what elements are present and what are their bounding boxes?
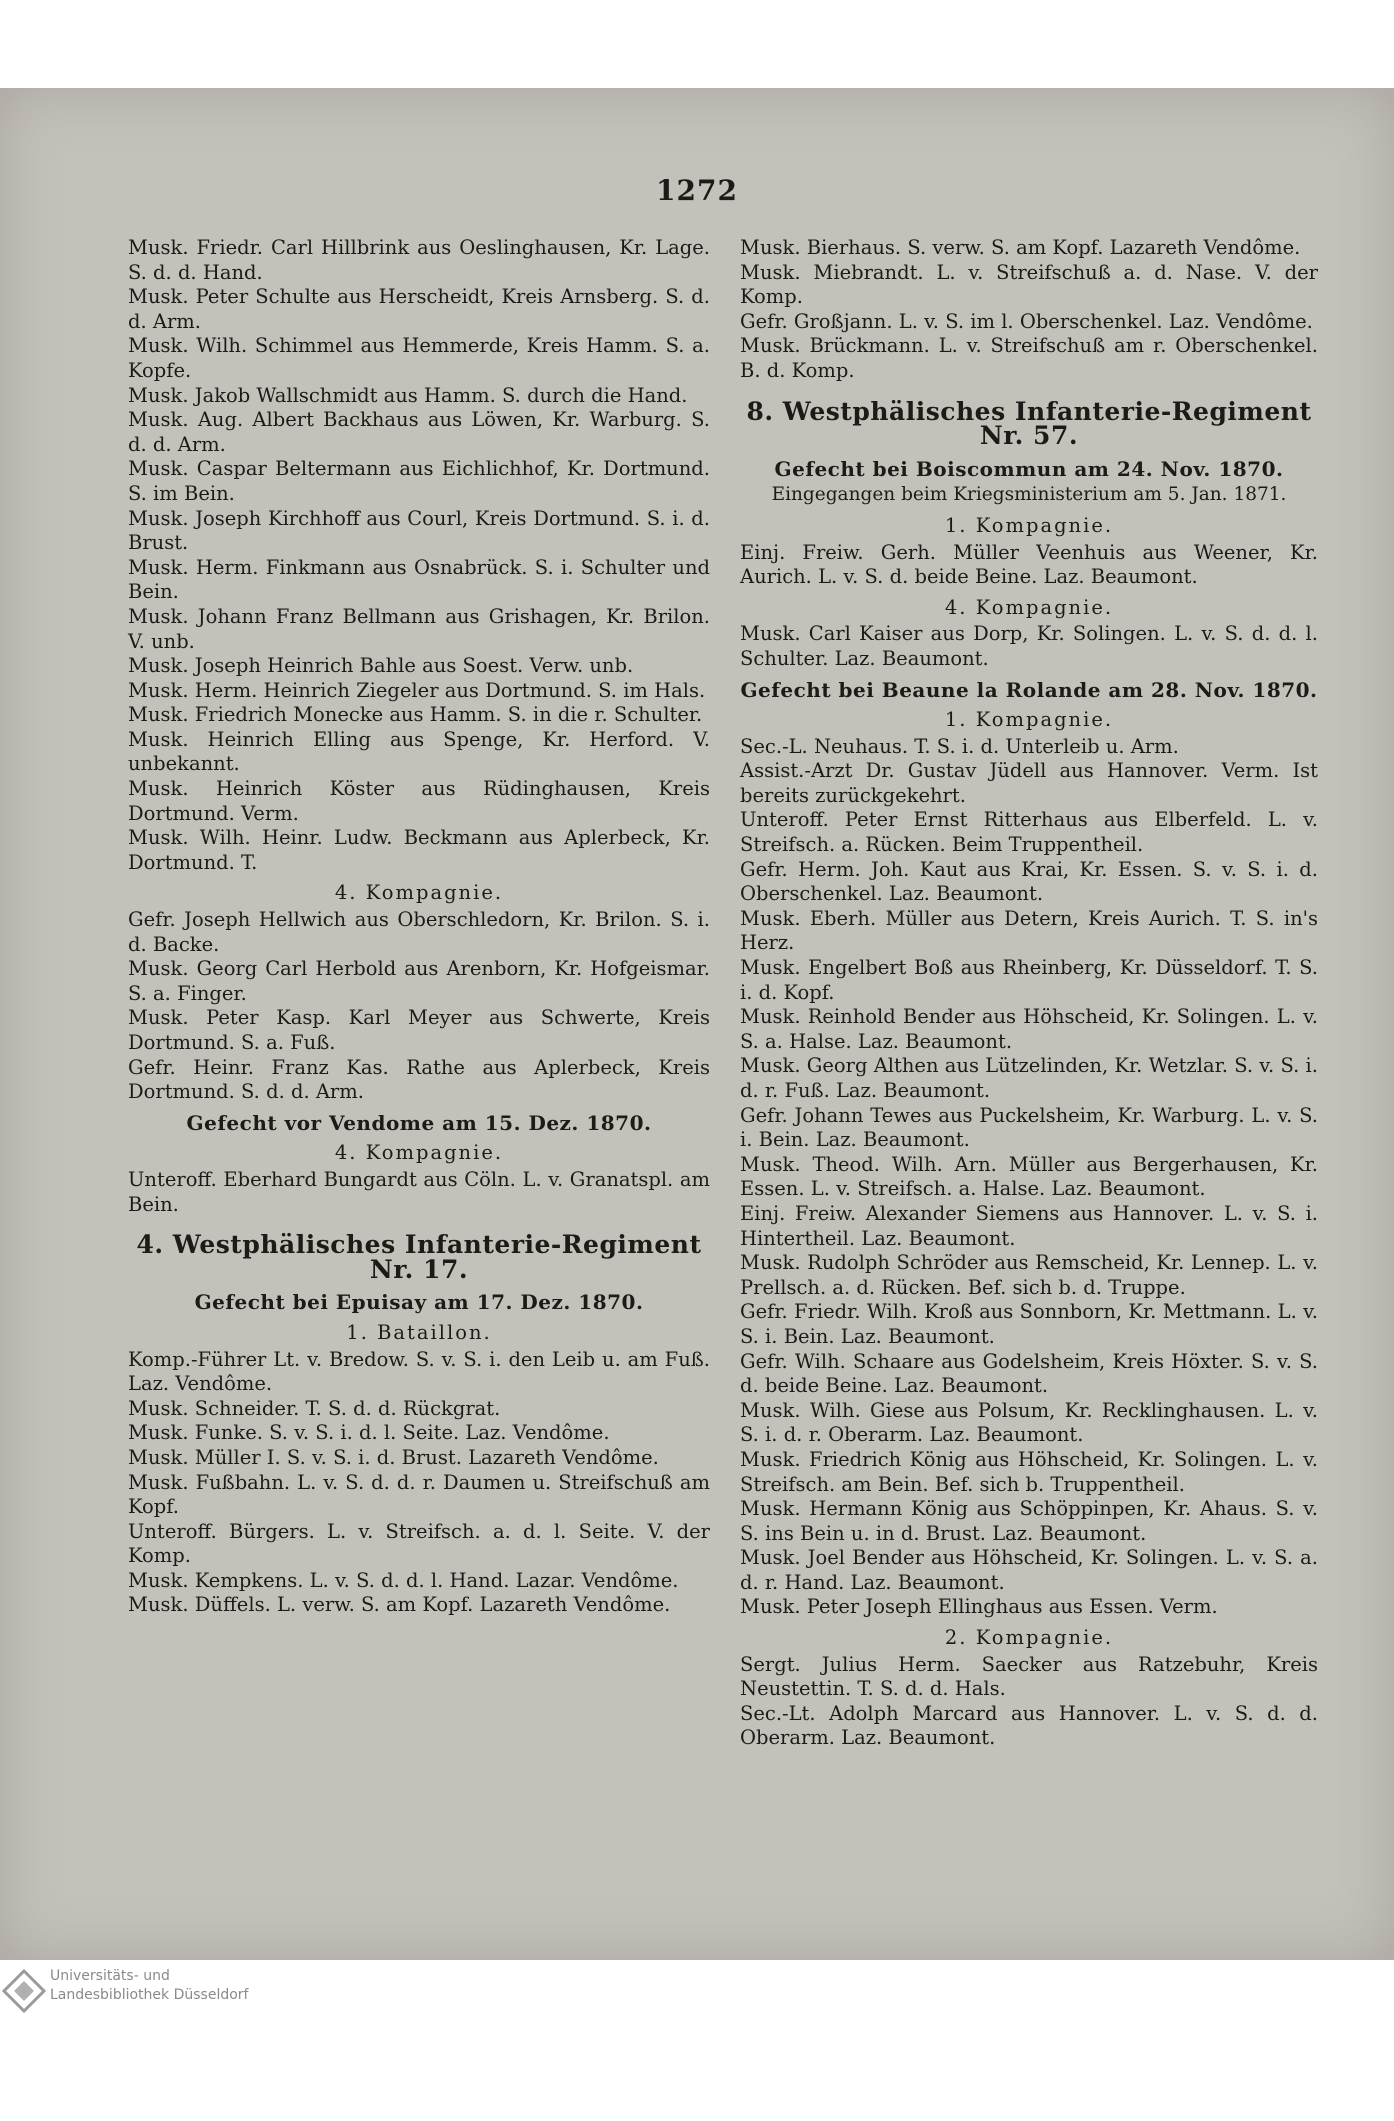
casualty-entry: Gefr. Großjann. L. v. S. im l. Oberschenkel. Laz. Vendôme. xyxy=(740,309,1313,333)
casualty-entry: Musk. Caspar Beltermann aus Eichlichhof, Kr. Dortmund. S. im Bein. xyxy=(128,457,710,505)
casualty-entry: Musk. Friedrich Monecke aus Hamm. S. in die r. Schulter. xyxy=(128,703,703,727)
casualty-entry: Musk. Joseph Heinrich Bahle aus Soest. Verw. unb. xyxy=(128,654,634,678)
casualty-entry: Musk. Fußbahn. L. v. S. d. d. r. Daumen u. Streifschuß am Kopf. xyxy=(128,1470,710,1519)
library-name-line1: Universitäts- und xyxy=(50,1968,170,1984)
casualty-entry: Musk. Herm. Finkmann aus Osnabrück. S. i. Schulter und Bein. xyxy=(128,555,710,604)
casualty-entry: Musk. Carl Kaiser aus Dorp, Kr. Solingen. L. v. S. d. d. l. Schulter. Laz. Beaumont. xyxy=(740,622,1318,670)
company-heading: 4. Kompagnie. xyxy=(944,595,1114,619)
casualty-entry: Musk. Rudolph Schröder aus Remscheid, Kr. Lennep. L. v. Prellsch. a. d. Rücken. Bef. sich b. d. Truppe. xyxy=(740,1251,1318,1299)
company-heading: 2. Kompagnie. xyxy=(944,1626,1114,1650)
casualty-entry: Musk. Johann Franz Bellmann aus Grishagen, Kr. Brilon. V. unb. xyxy=(128,604,710,653)
casualty-entry: Komp.-Führer Lt. v. Bredow. S. v. S. i. den Leib u. am Fuß. Laz. Vendôme. xyxy=(128,1347,710,1396)
casualty-entry: Musk. Georg Althen aus Lützelinden, Kr. Wetzlar. S. v. S. i. d. r. Fuß. Laz. Beaumont. xyxy=(740,1054,1318,1102)
ulb-diamond-logo-icon xyxy=(2,1969,46,2013)
casualty-entry: Musk. Theod. Wilh. Arn. Müller aus Bergerhausen, Kr. Essen. L. v. Streifsch. a. Halse. Laz. Beaumont. xyxy=(740,1152,1318,1201)
company-heading: 1. Kompagnie. xyxy=(944,708,1114,732)
page-number: 1272 xyxy=(656,174,738,207)
casualty-entry: Musk. Hermann König aus Schöppinpen, Kr. Ahaus. S. v. S. ins Bein u. in d. Brust. Laz. Beaumont. xyxy=(740,1497,1318,1545)
casualty-entry: Assist.-Arzt Dr. Gustav Jüdell aus Hannover. Verm. Ist bereits zurückgekehrt. xyxy=(740,759,1318,807)
casualty-entry: Musk. Peter Schulte aus Herscheidt, Kreis Arnsberg. S. d. d. Arm. xyxy=(128,285,710,333)
casualty-entry: Musk. Peter Kasp. Karl Meyer aus Schwerte, Kreis Dortmund. S. a. Fuß. xyxy=(128,1006,710,1054)
casualty-entry: Musk. Aug. Albert Backhaus aus Löwen, Kr. Warburg. S. d. d. Arm. xyxy=(128,408,710,456)
company-heading: 4. Kompagnie. xyxy=(334,1141,504,1165)
casualty-entry: Musk. Joseph Kirchhoff aus Courl, Kreis Dortmund. S. i. d. Brust. xyxy=(128,506,710,555)
casualty-entry: Sec.-L. Neuhaus. T. S. i. d. Unterleib u. Arm. xyxy=(740,734,1179,758)
casualty-entry: Musk. Wilh. Schimmel aus Hemmerde, Kreis Hamm. S. a. Kopfe. xyxy=(128,334,710,382)
casualty-entry: Gefr. Herm. Joh. Kaut aus Krai, Kr. Essen. S. v. S. i. d. Oberschenkel. Laz. Beaumont. xyxy=(740,857,1318,906)
company-heading: 1. Bataillon. xyxy=(346,1320,492,1344)
casualty-entry: Musk. Engelbert Boß aus Rheinberg, Kr. Düsseldorf. T. S. i. d. Kopf. xyxy=(740,956,1318,1004)
casualty-entry: Musk. Miebrandt. L. v. Streifschuß a. d. Nase. V. der Komp. xyxy=(740,260,1318,309)
casualty-entry: Musk. Joel Bender aus Höhscheid, Kr. Solingen. L. v. S. a. d. r. Hand. Laz. Beaumont. xyxy=(740,1546,1318,1594)
casualty-entry: Musk. Herm. Heinrich Ziegeler aus Dortmund. S. im Hals. xyxy=(128,678,706,702)
casualty-entry: Musk. Heinrich Köster aus Rüdinghausen, Kreis Dortmund. Verm. xyxy=(128,777,710,825)
casualty-entry: Musk. Friedrich König aus Höhscheid, Kr. Solingen. L. v. Streifsch. am Bein. Bef. sich b. Truppentheil. xyxy=(740,1447,1318,1496)
right-column xyxy=(740,236,1318,1751)
casualty-entry: Musk. Brückmann. L. v. Streifschuß am r. Oberschenkel. B. d. Komp. xyxy=(740,334,1318,382)
regiment-heading: 4. Westphälisches Infanterie-Regiment Nr. 17. xyxy=(136,1230,702,1284)
casualty-entry: Musk. Jakob Wallschmidt aus Hamm. S. durch die Hand. xyxy=(128,383,688,407)
casualty-entry: Unteroff. Bürgers. L. v. Streifsch. a. d. l. Seite. V. der Komp. xyxy=(128,1519,710,1568)
casualty-entry: Sec.-Lt. Adolph Marcard aus Hannover. L. v. S. d. d. Oberarm. Laz. Beaumont. xyxy=(740,1701,1318,1750)
casualty-entry: Musk. Schneider. T. S. d. d. Rückgrat. xyxy=(128,1396,501,1420)
casualty-entry: Musk. Peter Joseph Ellinghaus aus Essen. Verm. xyxy=(740,1595,1218,1619)
casualty-entry: Gefr. Wilh. Schaare aus Godelsheim, Kreis Höxter. S. v. S. d. beide Beine. Laz. Beaumont. xyxy=(740,1349,1318,1398)
battle-heading: Gefecht bei Boiscommun am 24. Nov. 1870. xyxy=(774,456,1284,481)
casualty-entry: Musk. Bierhaus. S. verw. S. am Kopf. Lazareth Vendôme. xyxy=(740,236,1301,259)
regiment-heading: 8. Westphälisches Infanterie-Regiment Nr. 57. xyxy=(746,396,1312,451)
casualty-entry: Gefr. Friedr. Wilh. Kroß aus Sonnborn, Kr. Mettmann. L. v. S. i. Bein. Laz. Beaumont. xyxy=(740,1300,1318,1348)
casualty-entry: Unteroff. Peter Ernst Ritterhaus aus Elberfeld. L. v. Streifsch. a. Rücken. Beim Truppentheil. xyxy=(740,808,1318,857)
casualty-entry: Musk. Friedr. Carl Hillbrink aus Oeslinghausen, Kr. Lage. S. d. d. Hand. xyxy=(128,236,710,284)
receipt-note: Eingegangen beim Kriegsministerium am 5. Jan. 1871. xyxy=(771,484,1287,506)
casualty-entry: Musk. Heinrich Elling aus Spenge, Kr. Herford. V. unbekannt. xyxy=(128,727,710,776)
company-heading: 1. Kompagnie. xyxy=(944,513,1114,537)
casualty-entry: Unteroff. Eberhard Bungardt aus Cöln. L. v. Granatspl. am Bein. xyxy=(128,1167,710,1216)
library-name xyxy=(50,1967,248,2005)
casualty-entry: Einj. Freiw. Gerh. Müller Veenhuis aus Weener, Kr. Aurich. L. v. S. d. beide Beine. Laz. Beaumont. xyxy=(740,540,1318,589)
casualty-entry: Sergt. Julius Herm. Saecker aus Ratzebuhr, Kreis Neustettin. T. S. d. d. Hals. xyxy=(740,1652,1318,1701)
casualty-entry: Musk. Georg Carl Herbold aus Arenborn, Kr. Hofgeismar. S. a. Finger. xyxy=(128,957,710,1005)
casualty-entry: Musk. Wilh. Heinr. Ludw. Beckmann aus Aplerbeck, Kr. Dortmund. T. xyxy=(128,826,710,874)
casualty-entry: Einj. Freiw. Alexander Siemens aus Hannover. L. v. S. i. Hintertheil. Laz. Beaumont. xyxy=(740,1201,1318,1250)
casualty-entry: Gefr. Joseph Hellwich aus Oberschledorn, Kr. Brilon. S. i. d. Backe. xyxy=(128,908,710,956)
battle-heading: Gefecht bei Beaune la Rolande am 28. Nov. 1870. xyxy=(740,677,1318,702)
casualty-entry: Musk. Wilh. Giese aus Polsum, Kr. Recklinghausen. L. v. S. i. d. r. Oberarm. Laz. Beaumont. xyxy=(740,1398,1318,1447)
casualty-entry: Musk. Funke. S. v. S. i. d. l. Seite. Laz. Vendôme. xyxy=(128,1421,610,1445)
casualty-entry: Musk. Eberh. Müller aus Detern, Kreis Aurich. T. S. in's Herz. xyxy=(740,906,1318,955)
library-name-line2: Landesbibliothek Düsseldorf xyxy=(50,1987,249,2003)
casualty-entry: Musk. Kempkens. L. v. S. d. d. l. Hand. Lazar. Vendôme. xyxy=(128,1568,679,1592)
company-heading: 4. Kompagnie. xyxy=(334,881,504,905)
casualty-entry: Gefr. Heinr. Franz Kas. Rathe aus Aplerbeck, Kreis Dortmund. S. d. d. Arm. xyxy=(128,1055,710,1104)
casualty-entry: Gefr. Johann Tewes aus Puckelsheim, Kr. Warburg. L. v. S. i. Bein. Laz. Beaumont. xyxy=(740,1103,1318,1152)
battle-heading: Gefecht bei Epuisay am 17. Dez. 1870. xyxy=(194,1290,644,1315)
left-column xyxy=(128,236,710,1618)
battle-heading: Gefecht vor Vendome am 15. Dez. 1870. xyxy=(186,1110,652,1135)
library-watermark xyxy=(0,1967,320,2021)
casualty-entry: Musk. Reinhold Bender aus Höhscheid, Kr. Solingen. L. v. S. a. Halse. Laz. Beaumont. xyxy=(740,1005,1318,1053)
casualty-entry: Musk. Müller I. S. v. S. i. d. Brust. Lazareth Vendôme. xyxy=(128,1445,659,1469)
casualty-entry: Musk. Düffels. L. verw. S. am Kopf. Lazareth Vendôme. xyxy=(128,1593,671,1617)
